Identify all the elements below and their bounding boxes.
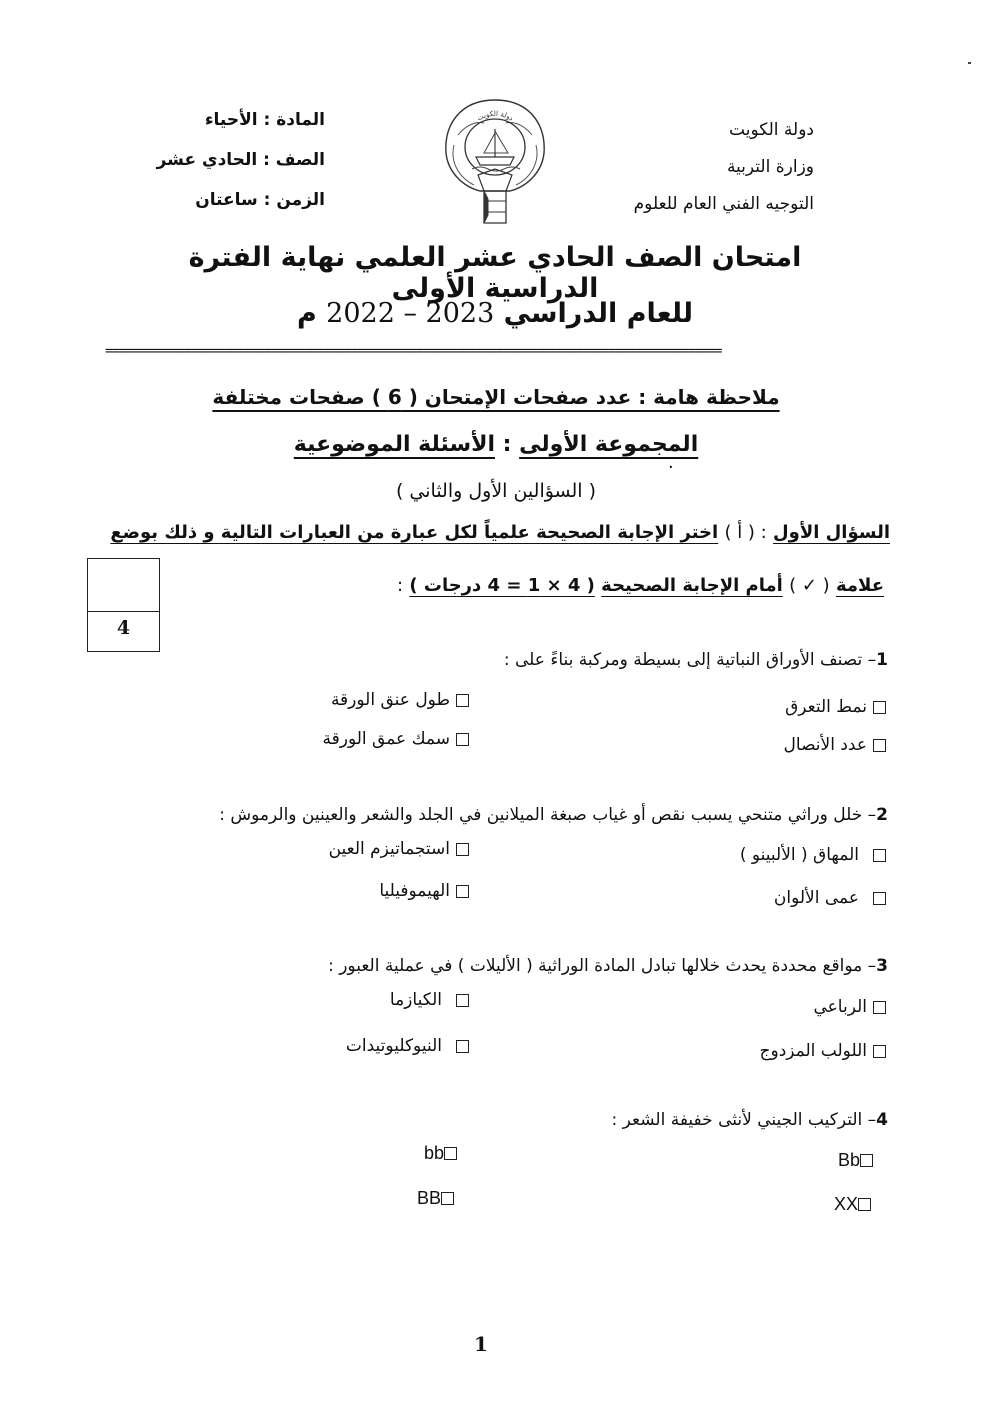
option-2b[interactable] bbox=[329, 839, 469, 859]
question-2 bbox=[128, 805, 888, 825]
instruction-colon: : bbox=[397, 575, 404, 596]
option-text: الكيازما bbox=[389, 990, 442, 1010]
question-number: 3 bbox=[876, 956, 888, 976]
kuwait-emblem-icon bbox=[440, 95, 550, 227]
header-left-block bbox=[140, 100, 325, 220]
option-text: النيوكليوتيدات bbox=[345, 1036, 442, 1056]
checkbox[interactable] bbox=[860, 1154, 873, 1167]
check-mark-icon: ( ✓ ) bbox=[789, 575, 830, 596]
group-title: المجموعة الأولى bbox=[519, 432, 699, 457]
grade-label: الصف : الحادي عشر bbox=[156, 150, 325, 170]
option-text: عمى الألوان bbox=[773, 888, 859, 908]
option-text: نمط التعرق bbox=[785, 697, 867, 717]
question-text: – تصنف الأوراق النباتية إلى بسيطة ومركبة بناءً على : bbox=[503, 650, 877, 670]
header-right-block bbox=[634, 112, 814, 223]
separator-line: ============================================================================================= bbox=[105, 344, 722, 359]
instruction-mark-word: علامة bbox=[835, 575, 884, 596]
option-text: bb bbox=[424, 1143, 445, 1163]
question-3 bbox=[128, 956, 888, 976]
academic-year-value: 2022 – 2023 bbox=[326, 298, 495, 329]
question-text: – خلل وراثي متنحي يسبب نقص أو غياب صبغة الميلانين في الجلد والشعر والعينين والرموش : bbox=[219, 805, 877, 825]
checkbox[interactable] bbox=[456, 994, 469, 1007]
option-4d[interactable] bbox=[403, 1188, 454, 1209]
scan-speck bbox=[968, 62, 971, 64]
group-subtitle: الأسئلة الموضوعية bbox=[293, 432, 496, 457]
option-text: سمك عمق الورقة bbox=[322, 729, 450, 749]
department-name: التوجيه الفني العام للعلوم bbox=[633, 194, 814, 214]
question-1 bbox=[128, 650, 888, 670]
score-box-divider bbox=[88, 611, 159, 612]
option-2c[interactable] bbox=[774, 888, 886, 908]
exam-title: امتحان الصف الحادي عشر العلمي نهاية الفترة الدراسية الأولى bbox=[188, 242, 802, 304]
option-1b[interactable] bbox=[331, 690, 469, 710]
question-part: : ( أ ) bbox=[724, 522, 767, 543]
checkbox[interactable] bbox=[873, 892, 886, 905]
score-value: 4 bbox=[116, 617, 131, 639]
checkbox[interactable] bbox=[456, 885, 469, 898]
option-4a[interactable] bbox=[828, 1150, 873, 1171]
option-1d[interactable] bbox=[323, 729, 470, 749]
question-instruction-line1 bbox=[110, 522, 890, 543]
checkbox[interactable] bbox=[441, 1192, 454, 1205]
exam-year-line bbox=[130, 298, 860, 329]
ministry-name: وزارة التربية bbox=[726, 157, 814, 177]
option-4b[interactable] bbox=[410, 1143, 457, 1164]
stray-dot: . bbox=[668, 452, 674, 473]
year-suffix: م bbox=[296, 298, 317, 329]
important-note bbox=[150, 385, 842, 409]
option-text: الهيموفيليا bbox=[379, 881, 450, 901]
option-text: BB bbox=[417, 1188, 442, 1208]
checkbox[interactable] bbox=[456, 843, 469, 856]
checkbox[interactable] bbox=[873, 739, 886, 752]
checkbox[interactable] bbox=[456, 733, 469, 746]
option-text: استجماتيزم العين bbox=[328, 839, 450, 859]
question-number: 1 bbox=[876, 650, 888, 670]
option-text: XX bbox=[834, 1194, 859, 1214]
checkbox[interactable] bbox=[873, 849, 886, 862]
checkbox[interactable] bbox=[873, 1001, 886, 1014]
academic-year-label: للعام الدراسي bbox=[503, 298, 694, 329]
score-box bbox=[87, 558, 160, 652]
option-1c[interactable] bbox=[784, 735, 886, 755]
subgroup-heading: ( السؤالين الأول والثاني ) bbox=[395, 480, 597, 502]
question-instruction-line2 bbox=[364, 575, 884, 596]
option-3b[interactable] bbox=[390, 990, 469, 1010]
option-text: الرباعي bbox=[813, 997, 867, 1017]
checkbox[interactable] bbox=[456, 1040, 469, 1053]
option-1a[interactable] bbox=[785, 697, 886, 717]
question-label: السؤال الأول bbox=[773, 522, 890, 543]
instruction-grade: ( 4 × 1 = 4 درجات ) bbox=[409, 575, 595, 596]
instruction-correct-answer: أمام الإجابة الصحيحة bbox=[601, 575, 783, 596]
question-text: – التركيب الجيني لأنثى خفيفة الشعر : bbox=[611, 1110, 877, 1130]
option-4c[interactable] bbox=[824, 1194, 871, 1215]
emblem-arc-text: دولة الكويت bbox=[475, 109, 515, 123]
checkbox[interactable] bbox=[444, 1147, 457, 1160]
note-text: ملاحظة هامة : عدد صفحات الإمتحان ( 6 ) صفحات مختلفة bbox=[212, 385, 780, 409]
option-text: عدد الأنصال bbox=[783, 735, 867, 755]
option-3d[interactable] bbox=[346, 1036, 469, 1056]
checkbox[interactable] bbox=[873, 701, 886, 714]
country-name: دولة الكويت bbox=[729, 120, 814, 140]
group-heading: المجموعة الأولى : الأسئلة الموضوعية bbox=[293, 432, 699, 457]
checkbox[interactable] bbox=[858, 1198, 871, 1211]
option-text: Bb bbox=[838, 1150, 861, 1170]
question-number: 2 bbox=[876, 805, 888, 825]
question-number: 4 bbox=[876, 1110, 888, 1130]
question-text: – مواقع محددة يحدث خلالها تبادل المادة الوراثية ( الأليلات ) في عملية العبور : bbox=[328, 956, 877, 976]
option-text: طول عنق الورقة bbox=[330, 690, 450, 710]
option-text: اللولب المزدوج bbox=[759, 1041, 867, 1061]
question-4 bbox=[128, 1110, 888, 1130]
option-2a[interactable] bbox=[740, 845, 886, 865]
checkbox[interactable] bbox=[873, 1045, 886, 1058]
option-3c[interactable] bbox=[760, 1041, 886, 1061]
option-2d[interactable] bbox=[379, 881, 469, 901]
checkbox[interactable] bbox=[456, 694, 469, 707]
option-text: المهاق ( الألبينو ) bbox=[739, 845, 859, 865]
subject-label: المادة : الأحياء bbox=[204, 110, 325, 130]
instruction-text: اختر الإجابة الصحيحة علمياً لكل عبارة من العبارات التالية و ذلك بوضع bbox=[110, 522, 719, 543]
option-3a[interactable] bbox=[813, 997, 886, 1017]
page-number: 1 bbox=[474, 1332, 488, 1356]
duration-label: الزمن : ساعتان bbox=[195, 190, 325, 210]
